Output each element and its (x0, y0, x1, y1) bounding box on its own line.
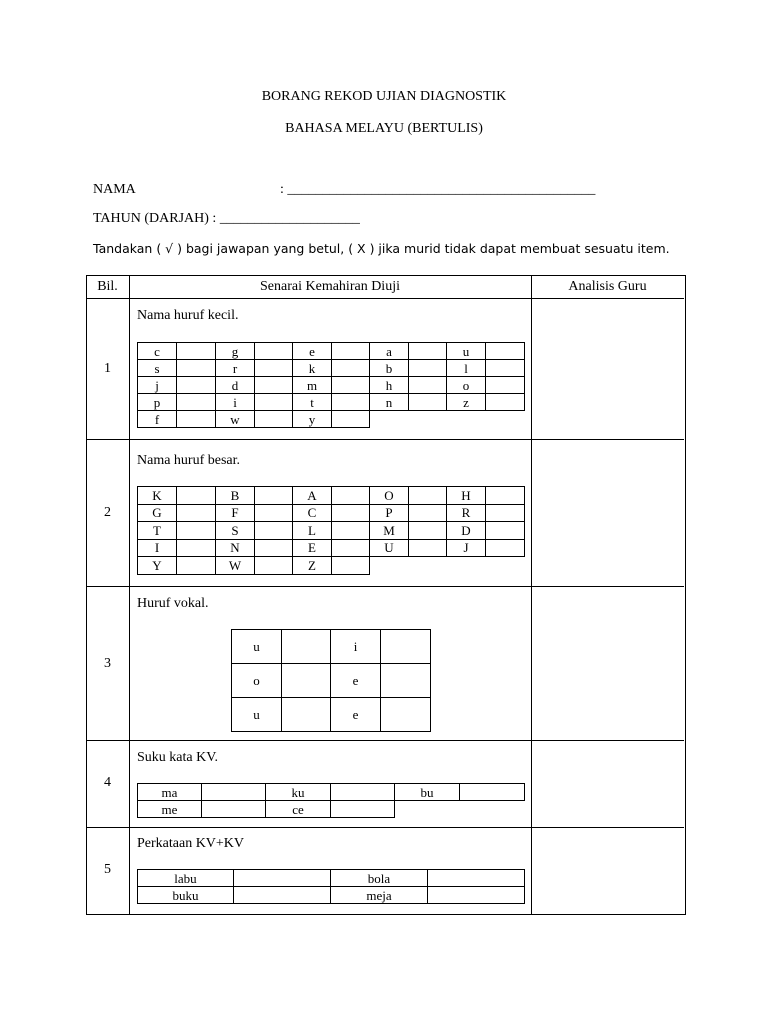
row-title: Suku kata KV. (137, 750, 219, 765)
answer-cell[interactable] (332, 504, 370, 522)
row-title: Perkataan KV+KV (137, 836, 245, 851)
letter-cell: h (370, 377, 409, 394)
uppercase-grid (137, 486, 525, 575)
answer-cell[interactable] (255, 539, 293, 557)
tahun-field[interactable]: TAHUN (DARJAH) : ____________________ (93, 211, 360, 226)
letter-cell: d (216, 377, 255, 394)
header-bil: Bil. (97, 279, 118, 294)
letter-cell: e (331, 698, 381, 732)
answer-cell[interactable] (202, 784, 266, 801)
answer-cell[interactable] (177, 539, 216, 557)
answer-cell[interactable] (255, 522, 293, 540)
letter-cell: C (293, 504, 332, 522)
vowel-grid (231, 629, 431, 732)
header-analisis: Analisis Guru (568, 279, 647, 294)
letter-cell: l (447, 360, 486, 377)
answer-cell[interactable] (486, 487, 525, 505)
letter-cell: u (232, 630, 282, 664)
letter-cell: W (216, 557, 255, 575)
answer-cell[interactable] (202, 801, 266, 818)
answer-cell[interactable] (255, 360, 293, 377)
answer-cell[interactable] (332, 411, 370, 428)
letter-cell: Z (293, 557, 332, 575)
answer-cell[interactable] (486, 539, 525, 557)
answer-cell[interactable] (177, 360, 216, 377)
nama-field[interactable]: : ____________________________________________ (280, 182, 596, 197)
answer-cell[interactable] (381, 664, 431, 698)
answer-cell[interactable] (282, 698, 331, 732)
letter-cell: H (447, 487, 486, 505)
form-title: BORANG REKOD UJIAN DIAGNOSTIK (261, 89, 507, 104)
word-cell: buku (138, 887, 234, 904)
word-grid (137, 869, 525, 904)
row-number: 1 (104, 361, 111, 376)
answer-cell[interactable] (409, 487, 447, 505)
answer-cell[interactable] (332, 557, 370, 575)
letter-cell: M (370, 522, 409, 540)
word-cell: bola (331, 870, 428, 887)
answer-cell[interactable] (486, 504, 525, 522)
answer-cell[interactable] (282, 664, 331, 698)
letter-cell: P (370, 504, 409, 522)
letter-cell: y (293, 411, 332, 428)
answer-cell[interactable] (177, 343, 216, 360)
answer-cell[interactable] (234, 887, 331, 904)
row-title: Nama huruf kecil. (137, 308, 239, 323)
letter-cell: i (216, 394, 255, 411)
letter-cell: a (370, 343, 409, 360)
letter-cell: c (138, 343, 177, 360)
answer-cell[interactable] (255, 343, 293, 360)
letter-cell: i (331, 630, 381, 664)
answer-cell[interactable] (409, 343, 447, 360)
answer-cell[interactable] (177, 377, 216, 394)
form-subtitle: BAHASA MELAYU (BERTULIS) (285, 121, 483, 136)
syllable-grid (137, 783, 525, 818)
letter-cell: u (447, 343, 486, 360)
answer-cell[interactable] (177, 522, 216, 540)
answer-cell[interactable] (409, 504, 447, 522)
letter-cell: T (138, 522, 177, 540)
answer-cell[interactable] (428, 887, 525, 904)
letter-cell: B (216, 487, 255, 505)
letter-cell: O (370, 487, 409, 505)
row-title: Huruf vokal. (137, 596, 209, 611)
row-title: Nama huruf besar. (137, 453, 241, 468)
answer-cell[interactable] (332, 360, 370, 377)
answer-cell[interactable] (428, 870, 525, 887)
letter-cell: D (447, 522, 486, 540)
nama-label: NAMA (93, 182, 136, 197)
letter-cell: F (216, 504, 255, 522)
letter-cell: U (370, 539, 409, 557)
answer-cell[interactable] (332, 343, 370, 360)
answer-cell[interactable] (177, 557, 216, 575)
letter-cell: j (138, 377, 177, 394)
letter-cell: S (216, 522, 255, 540)
letter-cell: r (216, 360, 255, 377)
answer-cell[interactable] (409, 539, 447, 557)
analisis-cell[interactable] (532, 741, 684, 827)
analisis-cell[interactable] (532, 587, 684, 740)
syllable-cell: ku (266, 784, 331, 801)
answer-cell[interactable] (486, 394, 525, 411)
letter-cell: g (216, 343, 255, 360)
letter-cell: E (293, 539, 332, 557)
answer-cell[interactable] (177, 411, 216, 428)
answer-cell[interactable] (409, 360, 447, 377)
answer-cell[interactable] (282, 630, 331, 664)
letter-cell: w (216, 411, 255, 428)
answer-cell[interactable] (331, 784, 395, 801)
answer-cell[interactable] (486, 377, 525, 394)
answer-cell[interactable] (332, 539, 370, 557)
letter-cell: b (370, 360, 409, 377)
answer-cell[interactable] (255, 557, 293, 575)
row-number: 4 (104, 775, 111, 790)
letter-cell: o (232, 664, 282, 698)
answer-cell[interactable] (332, 394, 370, 411)
letter-cell: A (293, 487, 332, 505)
answer-cell[interactable] (255, 394, 293, 411)
answer-cell[interactable] (460, 784, 525, 801)
letter-cell: R (447, 504, 486, 522)
answer-cell[interactable] (486, 360, 525, 377)
row-number: 2 (104, 505, 111, 520)
answer-cell[interactable] (234, 870, 331, 887)
letter-cell: z (447, 394, 486, 411)
answer-cell[interactable] (486, 522, 525, 540)
instruction-text: Tandakan ( √ ) bagi jawapan yang betul, ( X ) jika murid tidak dapat membuat sesuatu item. (93, 241, 670, 256)
answer-cell[interactable] (409, 394, 447, 411)
syllable-cell: ce (266, 801, 331, 818)
row-number: 3 (104, 656, 111, 671)
word-cell: labu (138, 870, 234, 887)
letter-cell: Y (138, 557, 177, 575)
lowercase-grid (137, 342, 525, 428)
letter-cell: s (138, 360, 177, 377)
answer-cell[interactable] (255, 487, 293, 505)
answer-cell[interactable] (177, 394, 216, 411)
answer-cell[interactable] (331, 801, 395, 818)
word-cell: meja (331, 887, 428, 904)
syllable-cell: me (138, 801, 202, 818)
letter-cell: t (293, 394, 332, 411)
answer-cell[interactable] (177, 487, 216, 505)
answer-cell[interactable] (381, 630, 431, 664)
answer-cell[interactable] (255, 377, 293, 394)
analisis-cell[interactable] (532, 440, 684, 586)
answer-cell[interactable] (177, 504, 216, 522)
letter-cell: K (138, 487, 177, 505)
answer-cell[interactable] (255, 411, 293, 428)
answer-cell[interactable] (255, 504, 293, 522)
syllable-cell: ma (138, 784, 202, 801)
letter-cell: J (447, 539, 486, 557)
answer-cell[interactable] (332, 522, 370, 540)
letter-cell: u (232, 698, 282, 732)
answer-cell[interactable] (332, 377, 370, 394)
letter-cell: f (138, 411, 177, 428)
syllable-cell: bu (395, 784, 460, 801)
answer-cell[interactable] (409, 377, 447, 394)
analisis-cell[interactable] (532, 828, 684, 913)
letter-cell: o (447, 377, 486, 394)
letter-cell: k (293, 360, 332, 377)
answer-cell[interactable] (409, 522, 447, 540)
answer-cell[interactable] (332, 487, 370, 505)
letter-cell: N (216, 539, 255, 557)
letter-cell: p (138, 394, 177, 411)
letter-cell: m (293, 377, 332, 394)
answer-cell[interactable] (381, 698, 431, 732)
letter-cell: L (293, 522, 332, 540)
row-number: 5 (104, 862, 111, 877)
letter-cell: e (331, 664, 381, 698)
analisis-cell[interactable] (532, 299, 684, 439)
table-divider (129, 275, 130, 914)
header-senarai: Senarai Kemahiran Diuji (260, 279, 400, 294)
letter-cell: G (138, 504, 177, 522)
letter-cell: e (293, 343, 332, 360)
letter-cell: n (370, 394, 409, 411)
letter-cell: I (138, 539, 177, 557)
answer-cell[interactable] (486, 343, 525, 360)
